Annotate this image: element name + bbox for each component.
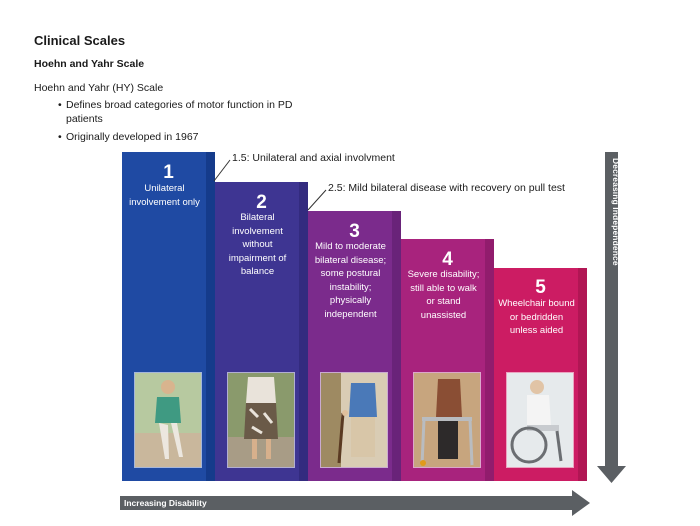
stage-3-number: 3 [349,221,360,242]
decreasing-independence-label: Decreasing Independence [611,158,621,266]
stage-1-description: Unilateral involvement only [129,183,200,208]
callout-stage-2-5: 2.5: Mild bilateral disease with recovery on pull test [328,182,565,194]
callout-line-2 [308,190,326,210]
stage-4-description: Severe disability; still able to walk or stand unassisted [407,269,480,321]
stage-4-number: 4 [442,249,453,270]
increasing-disability-label: Increasing Disability [124,498,207,508]
bullet-item: • Originally developed in 1967 [58,130,298,144]
stage-5-description: Wheelchair bound or bedridden unless aided [498,298,575,336]
stage-1-number: 1 [163,162,174,183]
stage-5-number: 5 [535,277,546,298]
callout-line-1 [214,160,230,181]
slide-title: Clinical Scales [34,33,126,48]
callout-stage-1-5: 1.5: Unilateral and axial involvment [232,152,395,164]
stage-3-description: Mild to moderate bilateral disease; some postural instability; physically independent [314,241,387,320]
intro-text: Hoehn and Yahr (HY) Scale [34,82,164,94]
slide-subtitle: Hoehn and Yahr Scale [34,58,145,70]
stage-2-description: Bilateral involvement without impairment of balance [228,212,287,277]
bullet-item: • Defines broad categories of motor function in PD patients [58,98,298,126]
stage-2-number: 2 [256,192,267,213]
